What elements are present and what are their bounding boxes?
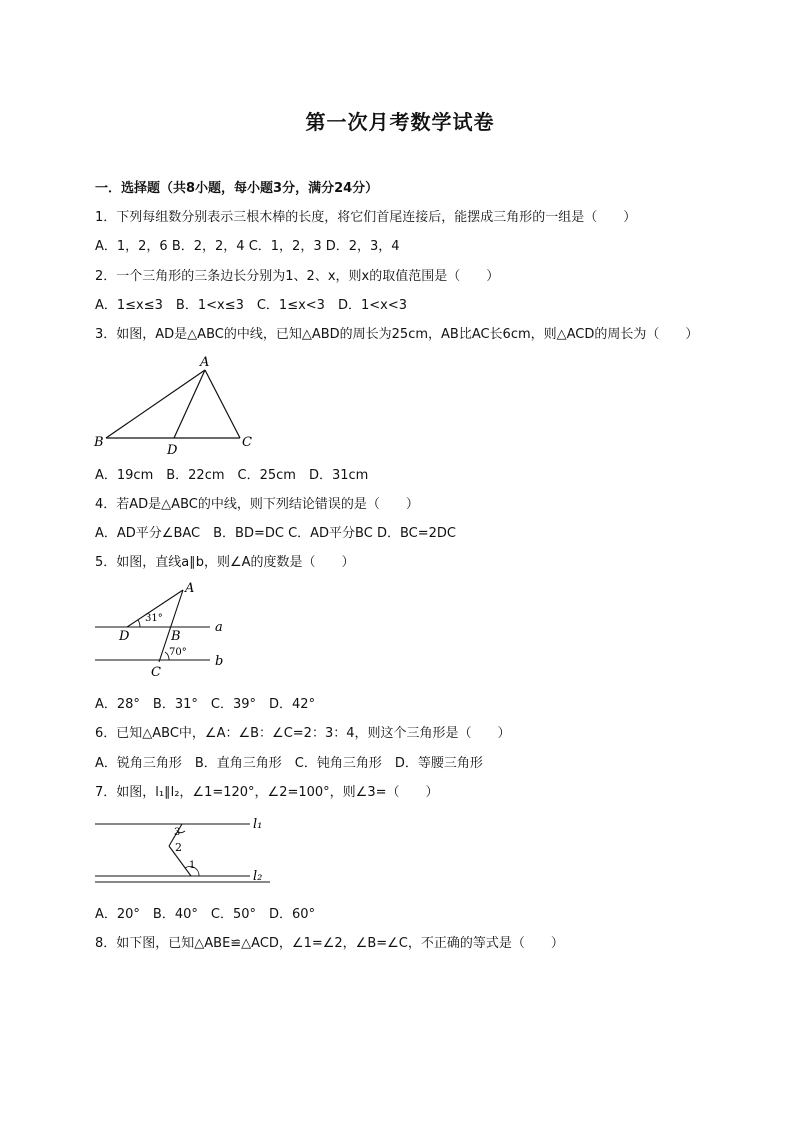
- figure-parallel-lines-a-b: [95, 580, 230, 680]
- question-2-stem: 2．一个三角形的三条边长分别为1、2、x，则x的取值范围是（ ）: [95, 269, 500, 284]
- section-header: 一．选择题（共8小题，每小题3分，满分24分）: [95, 181, 379, 196]
- figure-triangle-median: [90, 352, 260, 460]
- angle-31-label: 31°: [145, 613, 163, 624]
- label-l1: l₁: [253, 817, 263, 832]
- label-line-a: a: [215, 620, 223, 635]
- label-c: C: [151, 665, 161, 680]
- label-d: D: [167, 443, 178, 458]
- question-5-stem: 5．如图，直线a∥b，则∠A的度数是（ ）: [95, 555, 355, 570]
- angle-2-label: 2: [175, 841, 182, 854]
- angle-70-label: 70°: [169, 647, 187, 658]
- label-a: A: [185, 581, 195, 596]
- segment-ac: [205, 370, 240, 438]
- question-7-options: A．20° B．40° C．50° D．60°: [95, 907, 316, 922]
- question-6-stem: 6．已知△ABC中，∠A：∠B：∠C=2：3：4，则这个三角形是（ ）: [95, 726, 511, 741]
- label-a: A: [200, 355, 210, 370]
- label-b: B: [94, 435, 104, 450]
- label-line-b: b: [215, 654, 224, 669]
- question-7-stem: 7．如图，l₁∥l₂，∠1=120°，∠2=100°，则∠3=（ ）: [95, 785, 439, 800]
- label-d: D: [119, 629, 130, 644]
- question-5-options: A．28° B．31° C．39° D．42°: [95, 697, 316, 712]
- label-c: C: [242, 435, 252, 450]
- question-3-stem: 3．如图，AD是△ABC的中线，已知△ABD的周长为25cm，AB比AC长6cm，则△ACD的周长为（ ）: [95, 327, 699, 342]
- question-4-stem: 4．若AD是△ABC的中线，则下列结论错误的是（ ）: [95, 497, 419, 512]
- label-b: B: [171, 629, 181, 644]
- question-3-options: A．19cm B．22cm C．25cm D．31cm: [95, 468, 369, 483]
- angle-3-label: 3: [174, 827, 181, 838]
- question-4-options: A．AD平分∠BAC B．BD=DC C．AD平分BC D．BC=2DC: [95, 526, 456, 541]
- angle-1-label: 1: [189, 860, 196, 871]
- question-1-options: A．1，2，6 B．2，2，4 C．1，2，3 D．2，3，4: [95, 239, 400, 254]
- question-2-options: A．1≤x≤3 B．1<x≤3 C．1≤x<3 D．1<x<3: [95, 298, 407, 313]
- angle-arc-d: [138, 620, 140, 627]
- figure-parallel-lines-l1-l2: [95, 812, 275, 888]
- label-l2: l₂: [253, 869, 263, 884]
- question-8-stem: 8．如下图，已知△ABE≌△ACD，∠1=∠2，∠B=∠C，不正确的等式是（ ）: [95, 936, 564, 951]
- question-1-stem: 1．下列每组数分别表示三根木棒的长度，将它们首尾连接后，能摆成三角形的一组是（ ）: [95, 210, 637, 225]
- question-6-options: A．锐角三角形 B．直角三角形 C．钝角三角形 D．等腰三角形: [95, 756, 483, 771]
- page-title: 第一次月考数学试卷: [305, 110, 495, 134]
